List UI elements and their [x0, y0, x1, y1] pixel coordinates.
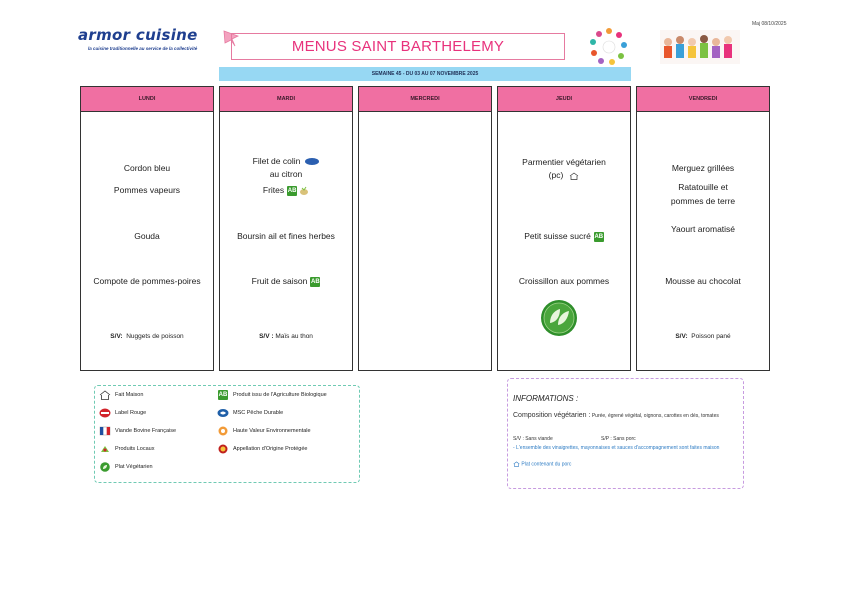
main-dish: Cordon bleu: [123, 163, 171, 173]
dessert-label: Fruit de saison: [251, 276, 308, 286]
legend-item: [217, 444, 307, 454]
day-header: LUNDI: [81, 87, 213, 112]
house-icon: [99, 390, 111, 400]
sv-label: S/V:: [110, 333, 123, 340]
dessert: Compote de pommes-poires: [93, 276, 201, 286]
sv-alternative: [220, 333, 352, 340]
pork-label: Plat contenant du porc: [521, 461, 572, 468]
bio-icon: AB: [594, 233, 604, 240]
legend-label: MSC Pêche Durable: [233, 410, 284, 416]
main-dish-line2: au citron: [269, 169, 303, 179]
label-rouge-icon: [99, 408, 111, 418]
day-column-mardi: [219, 86, 353, 371]
information-box: [507, 378, 744, 489]
cheese: Boursin ail et fines herbes: [237, 231, 335, 241]
page-title: MENUS SAINT BARTHELEMY: [231, 33, 565, 60]
bio-icon: AB: [311, 278, 320, 285]
day-header: JEUDI: [498, 87, 630, 112]
legend-label: Plat Végétarien: [115, 464, 153, 470]
sv-label: S/V :: [259, 333, 274, 340]
sv-value: Maïs au thon: [275, 333, 313, 340]
day-header: VENDREDI: [637, 87, 769, 112]
legend-item: [99, 462, 153, 472]
vegetarian-leaf-icon: [540, 299, 578, 337]
house-icon: [569, 172, 579, 180]
week-banner: SEMAINE 45 - DU 03 AU 07 NOVEMBRE 2025: [219, 67, 631, 81]
legend-label: Produit issu de l'Agriculture Biologique: [233, 392, 327, 398]
sv-value: Nuggets de poisson: [126, 333, 184, 340]
sv-label: S/V:: [675, 333, 688, 340]
legend-item: [99, 390, 143, 400]
composition-label: Composition végétarien :: [513, 412, 591, 419]
main-dish: Parmentier végétarien: [522, 157, 606, 167]
legend-label: Fait Maison: [115, 392, 144, 398]
bio-icon: AB: [287, 187, 297, 194]
pork-note: [498, 169, 630, 182]
info-sv: S/V : Sans viande: [513, 436, 553, 442]
local-product-icon: [99, 444, 111, 454]
legend-label: Produits Locaux: [115, 446, 155, 452]
day-header: MARDI: [220, 87, 352, 112]
children-circle-image: [588, 26, 630, 68]
main-dish-line1: Filet de colin: [252, 156, 301, 166]
side-dish: Pommes vapeurs: [113, 185, 181, 195]
legend-item: [99, 426, 176, 436]
vegetarian-icon: [99, 462, 111, 472]
sv-alternative: [637, 333, 769, 340]
dairy: Yaourt aromatisé: [670, 224, 736, 234]
legend-item: [99, 408, 146, 418]
hve-icon: [217, 426, 229, 436]
dairy: [498, 230, 630, 243]
cheese: Gouda: [134, 231, 160, 241]
house-icon: [513, 461, 520, 467]
dessert: [220, 275, 352, 288]
legend-label: Haute Valeur Environnementale: [233, 428, 311, 434]
info-note: - L'ensemble des vinaigrettes, mayonnaises et sauces d'accompagnement sont faites maison: [513, 445, 720, 451]
dessert: Mousse au chocolat: [665, 276, 741, 286]
side-dish-label: Frites: [262, 185, 285, 195]
info-title: INFORMATIONS :: [513, 394, 579, 403]
main-dish: [220, 155, 352, 168]
legend-label: Appellation d'Origine Protégée: [233, 446, 308, 452]
info-sp: S/P : Sans porc: [601, 436, 636, 442]
info-composition: [513, 412, 738, 419]
update-date: Maj 08/10/2025: [752, 21, 787, 27]
sv-alternative: [81, 333, 213, 340]
dessert: Croissillon aux pommes: [518, 276, 610, 286]
aop-icon: [217, 444, 229, 454]
legend-item: [99, 444, 154, 454]
fish-icon: [305, 158, 319, 165]
info-pork: [513, 461, 571, 467]
children-group-image: [660, 30, 740, 64]
legend-item: [217, 390, 327, 400]
main-dish: Merguez grillées: [671, 163, 735, 173]
brand-tagline: la cuisine traditionnelle au service de la collectivité: [88, 46, 198, 51]
potato-icon: [299, 186, 309, 196]
brand-logo: armor cuisine: [78, 26, 198, 44]
composition-text: Purée, égrené végétal, oignons, carottes en dés, tomates: [591, 413, 719, 419]
bio-icon: AB: [218, 392, 228, 398]
side-dish-line1: Ratatouille et: [678, 182, 728, 192]
pork-note-label: (pc): [548, 170, 564, 180]
sv-value: Poisson pané: [691, 333, 731, 340]
side-dish: [220, 184, 352, 197]
legend-label: Label Rouge: [115, 410, 147, 416]
legend-box: [94, 385, 360, 483]
day-column-vendredi: [636, 86, 770, 371]
legend-item: [217, 426, 311, 436]
msc-icon: [217, 408, 229, 418]
legend-item: [217, 408, 283, 418]
legend-label: Viande Bovine Française: [115, 428, 177, 434]
side-dish-line2: pommes de terre: [670, 196, 736, 206]
day-header: MERCREDI: [359, 87, 491, 112]
dairy-label: Petit suisse sucré: [524, 231, 591, 241]
french-beef-icon: [99, 426, 111, 436]
day-column-mercredi: [358, 86, 492, 371]
day-column-lundi: [80, 86, 214, 371]
